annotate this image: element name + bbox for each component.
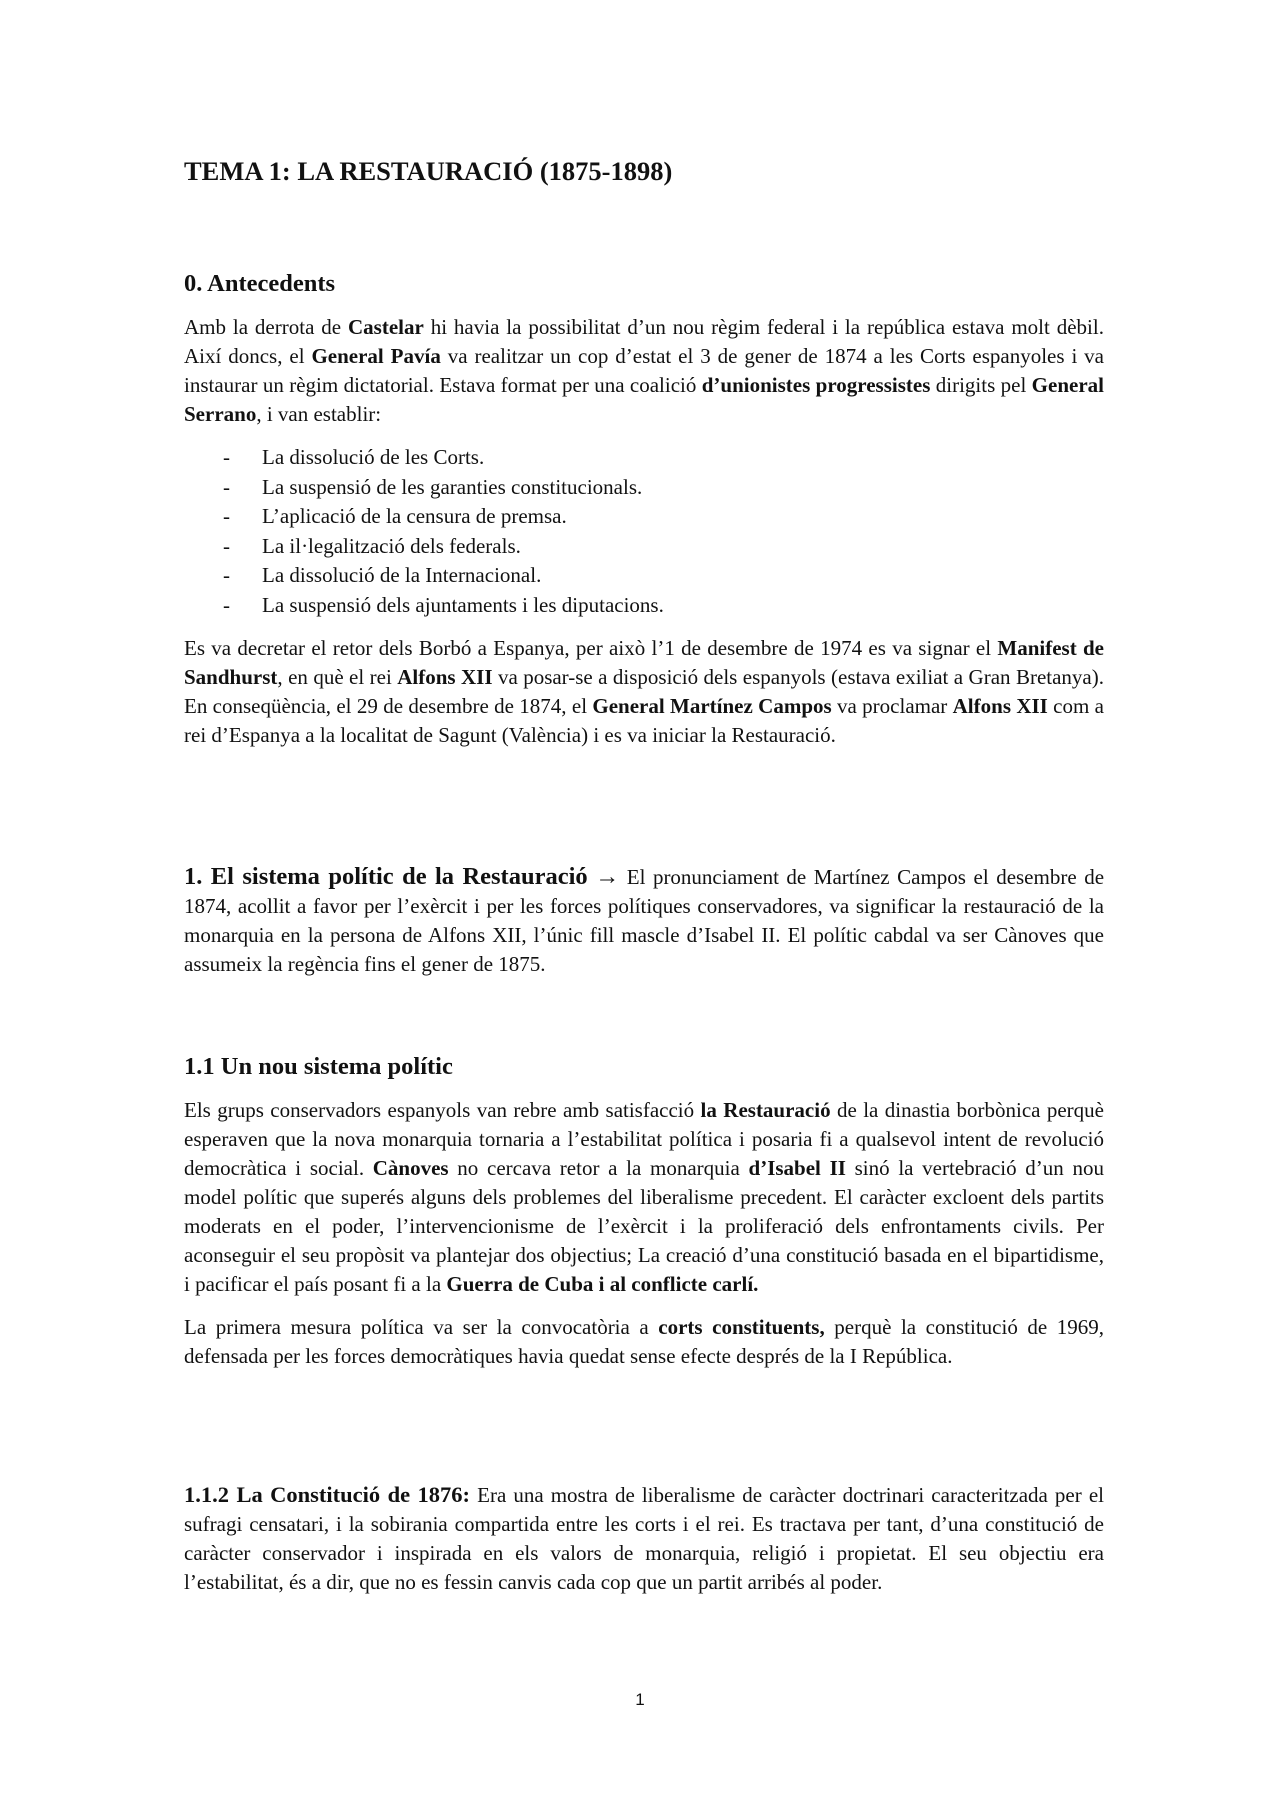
text: dirigits pel [930,373,1032,397]
text: no cercava retor a la monarquia [448,1156,749,1180]
section-heading: 1. El sistema polític de la Restauració [184,863,588,890]
text: va realitzar un cop d’estat el 3 de gener de 1874 a les Corts espanyoles i va instaurar un règim dictatorial. Estava format per una coalició [184,344,1104,397]
bold-text: la Restauració [700,1098,831,1122]
text: com a rei d’Espanya a la localitat de Sagunt (València) i es va iniciar la Restauració. [184,694,1104,747]
paragraph [184,1313,1104,1371]
bold-text: corts constituents, [658,1315,825,1339]
bold-text: General Martínez Campos [592,694,832,718]
bullet-mark: - [223,592,230,617]
list-item-text: La suspensió de les garanties constitucionals. [262,474,643,499]
text: Era una mostra de liberalisme de caràcter doctrinari caracteritzada per el sufragi censatari, i la sobirania compartida entre les corts i el rei. Es tractava per tant, d’una constitució de caràcter conservador i inspirada en els valors de monarquia, religió i propietat. El seu objectiu era l’estabilitat, és a dir, que no es fessin canvis cada cop que un partit arribés al poder. [184,1483,1104,1594]
bold-text: d’Isabel II [748,1156,846,1180]
bold-text: Alfons XII [952,694,1048,718]
text: La primera mesura política va ser la convocatòria a [184,1315,659,1339]
list-item [184,561,1104,591]
list-item [184,532,1104,562]
section-sistema-politic [184,862,1104,979]
list-item [184,502,1104,532]
text: va posar-se a disposició dels espanyols (estava exiliat a Gran Bretanya). En conseqüència, el 29 de desembre de 1874, el [184,665,1105,718]
text: va proclamar [831,694,953,718]
text: Els grups conservadors espanyols van rebre amb satisfacció [184,1098,701,1122]
bold-text: General Pavía [311,344,441,368]
section-antecedents [184,268,1104,750]
text: El pronunciament de Martínez Campos el desembre de 1874, acollit a favor per l’exèrcit i per les forces polítiques conservadores, va significar la restauració de la monarquia en la persona de Alfons XII, l’únic fill mascle d’Isabel II. El polític cabdal va ser Cànoves que assumeix la regència fins el gener de 1875. [184,865,1105,976]
paragraph [184,862,1104,979]
bullet-mark: - [223,533,230,558]
bold-text: Castelar [348,315,424,339]
list-item [184,473,1104,503]
bullet-mark: - [223,504,230,528]
section-heading: 1.1.2 La Constitució de 1876: [184,1482,471,1507]
list-item-text: L’aplicació de la censura de premsa. [262,504,567,528]
bold-text: Cànoves [372,1156,449,1180]
page-number: 1 [635,1690,645,1709]
arrow-icon: → [595,864,620,890]
text: sinó la vertebració d’un nou model polític que superés alguns dels problemes del liberalisme precedent. El caràcter excloent dels partits moderats en el poder, l’intervencionisme de l’exèrcit i la proliferació dels enfrontaments civils. Per aconseguir el seu propòsit va plantejar dos objectius; La creació d’una constitució basada en el bipartidisme, i pacificar el país posant fi a la [184,1156,1105,1296]
document-title: TEMA 1: LA RESTAURACIÓ (1875-1898) [184,156,673,186]
bold-text: d’unionistes progressistes [701,373,931,397]
section-heading: 1.1 Un nou sistema polític [184,1053,453,1080]
bold-text: Manifest de Sandhurst [184,636,1105,689]
text: , en què el rei [277,665,398,689]
section-nou-sistema [184,1051,1104,1371]
paragraph [184,1480,1104,1597]
bold-text: Alfons XII [397,665,493,689]
list-item-text: La dissolució de les Corts. [262,445,485,469]
bullet-mark: - [223,474,230,499]
paragraph [184,634,1104,750]
text: Amb la derrota de [184,315,348,339]
list-item-text: La il·legalització dels federals. [262,533,521,558]
paragraph [184,313,1104,429]
section-constitucio-1876 [184,1480,1104,1597]
text: perquè la constitució de 1969, defensada per les forces democràtiques havia quedat sense efecte després de la I República. [184,1315,1104,1368]
paragraph [184,1096,1104,1299]
text: Es va decretar el retor dels Borbó a Espanya, per això l’1 de desembre de 1974 es va signar el [184,636,998,660]
bullet-list [184,443,1104,620]
text: , i van establir: [256,402,382,426]
list-item-text: La dissolució de la Internacional. [262,563,542,587]
section-heading: 0. Antecedents [184,270,336,297]
bullet-mark: - [223,445,230,469]
bullet-mark: - [223,563,230,587]
list-item [184,443,1104,473]
text: de la dinastia borbònica perquè esperaven que la nova monarquia tornaria a l’estabilitat política i posaria fi a qualsevol intent de revolució democràtica i social. [184,1098,1104,1180]
bold-text: General Serrano [184,373,1104,426]
text: hi havia la possibilitat d’un nou règim federal i la república estava molt dèbil. Així doncs, el [184,315,1104,368]
list-item [184,591,1104,621]
list-item-text: La suspensió dels ajuntaments i les diputacions. [262,592,664,617]
bold-text: Guerra de Cuba i al conflicte carlí. [446,1272,759,1296]
